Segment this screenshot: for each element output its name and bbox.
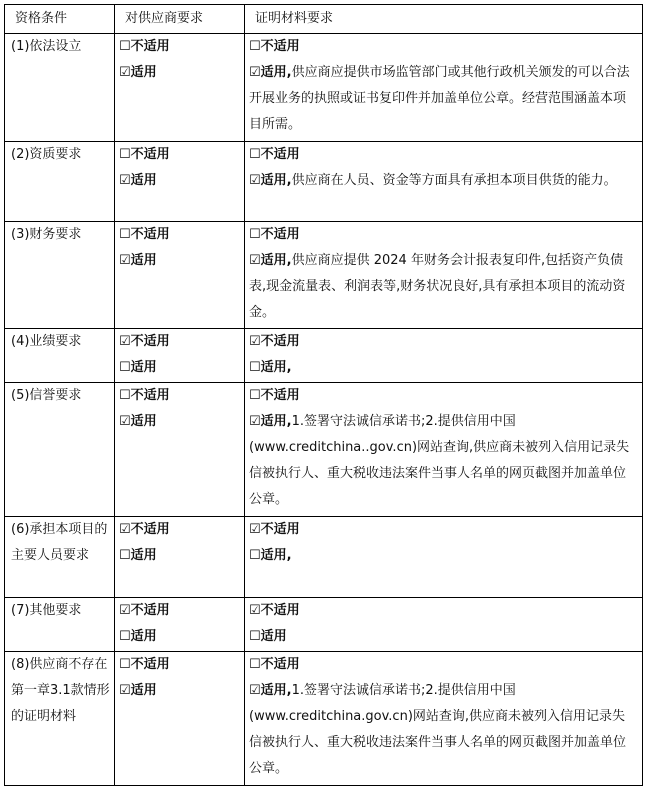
condition-cell: (2)资质要求 (5, 142, 115, 222)
option-not-applicable: ☑不适用 (119, 334, 170, 349)
requirement-cell (115, 222, 245, 329)
proof-not-applicable: ☐不适用 (249, 39, 300, 54)
requirement-cell (115, 517, 245, 598)
header-proof-requirement: 证明材料要求 (245, 5, 643, 34)
requirement-cell (115, 34, 245, 142)
option-not-applicable: ☐不适用 (119, 147, 170, 162)
condition-cell: (1)依法设立 (5, 34, 115, 142)
condition-cell: (8)供应商不存在第一章3.1款情形的证明材料 (5, 652, 115, 786)
proof-applicable: ☐适用, (249, 360, 292, 375)
option-not-applicable: ☑不适用 (119, 522, 170, 537)
condition-cell: (3)财务要求 (5, 222, 115, 329)
qualification-table (4, 4, 643, 786)
table-row (5, 517, 643, 598)
proof-not-applicable: ☐不适用 (249, 657, 300, 672)
header-row (5, 5, 643, 34)
table-row (5, 329, 643, 383)
proof-not-applicable: ☐不适用 (249, 388, 300, 403)
proof-applicable: ☐适用, (249, 548, 292, 563)
condition-cell: (5)信誉要求 (5, 383, 115, 517)
table-row (5, 598, 643, 652)
option-applicable: ☑适用 (119, 65, 157, 80)
proof-not-applicable: ☐不适用 (249, 147, 300, 162)
condition-cell: (7)其他要求 (5, 598, 115, 652)
proof-applicable: ☑适用, (249, 65, 292, 80)
header-supplier-requirement: 对供应商要求 (115, 5, 245, 34)
proof-not-applicable: ☑不适用 (249, 334, 300, 349)
proof-cell (245, 383, 643, 517)
proof-cell (245, 142, 643, 222)
requirement-cell (115, 652, 245, 786)
option-applicable: ☐适用 (119, 360, 157, 375)
proof-not-applicable: ☑不适用 (249, 603, 300, 618)
proof-applicable: ☑适用, (249, 683, 292, 698)
option-not-applicable: ☐不适用 (119, 227, 170, 242)
proof-text: 供应商在人员、资金等方面具有承担本项目供货的能力。 (291, 173, 617, 188)
condition-cell: (6)承担本项目的主要人员要求 (5, 517, 115, 598)
option-applicable: ☑适用 (119, 253, 157, 268)
proof-not-applicable: ☑不适用 (249, 522, 300, 537)
table-row (5, 34, 643, 142)
proof-cell (245, 598, 643, 652)
option-not-applicable: ☐不适用 (119, 39, 170, 54)
proof-cell (245, 222, 643, 329)
proof-text: 1.签署守法诚信承诺书;2.提供信用中国(www.creditchina..gov.cn)网站查询,供应商未被列入信用记录失信被执行人、重大税收违法案件当事人名单的网页截图并加盖单位公章。 (249, 414, 630, 507)
header-condition: 资格条件 (5, 5, 115, 34)
condition-cell: (4)业绩要求 (5, 329, 115, 383)
option-applicable: ☐适用 (119, 548, 157, 563)
proof-text: 1.签署守法诚信承诺书;2.提供信用中国(www.creditchina.gov.cn)网站查询,供应商未被列入信用记录失信被执行人、重大税收违法案件当事人名单的网页截图并加盖单位公章。 (249, 683, 627, 776)
proof-cell (245, 329, 643, 383)
proof-not-applicable: ☐不适用 (249, 227, 300, 242)
table-row (5, 222, 643, 329)
table-row (5, 383, 643, 517)
option-not-applicable: ☐不适用 (119, 388, 170, 403)
option-not-applicable: ☐不适用 (119, 657, 170, 672)
proof-cell (245, 517, 643, 598)
requirement-cell (115, 142, 245, 222)
option-applicable: ☑适用 (119, 414, 157, 429)
proof-text: 供应商应提供市场监管部门或其他行政机关颁发的可以合法开展业务的执照或证书复印件并加盖单位公章。经营范围涵盖本项目所需。 (249, 65, 630, 132)
proof-cell (245, 652, 643, 786)
table-row (5, 142, 643, 222)
option-applicable: ☑适用 (119, 683, 157, 698)
requirement-cell (115, 383, 245, 517)
requirement-cell (115, 598, 245, 652)
option-applicable: ☑适用 (119, 173, 157, 188)
option-applicable: ☐适用 (119, 629, 157, 644)
proof-applicable: ☐适用 (249, 629, 287, 644)
requirement-cell (115, 329, 245, 383)
proof-applicable: ☑适用, (249, 414, 292, 429)
proof-cell (245, 34, 643, 142)
proof-applicable: ☑适用, (249, 173, 292, 188)
proof-text: 供应商应提供 2024 年财务会计报表复印件,包括资产负债表,现金流量表、利润表等,财务状况良好,具有承担本项目的流动资金。 (249, 253, 626, 320)
table-row (5, 652, 643, 786)
option-not-applicable: ☑不适用 (119, 603, 170, 618)
proof-applicable: ☑适用, (249, 253, 292, 268)
